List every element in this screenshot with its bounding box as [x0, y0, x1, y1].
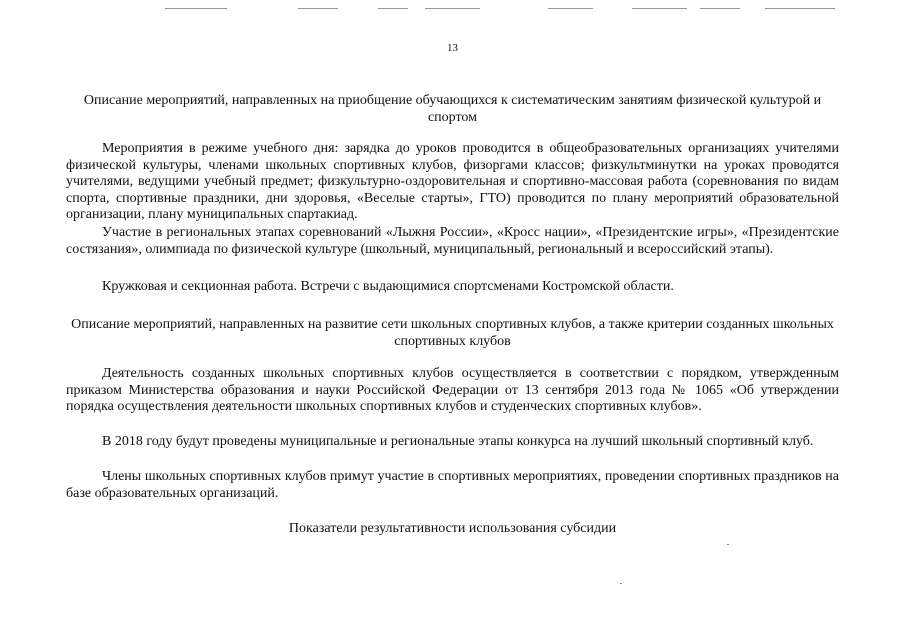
section-1-paragraph: Кружковая и секционная работа. Встречи с выдающимися спортсменами Костромской области.: [102, 279, 674, 294]
section-2-paragraph: Деятельность созданных школьных спортивных клубов осуществляется в соответствии с порядком, утвержденным приказом Министерства образования и науки Российской Федерации от 13 сентября 2013 года № 1065 «Об утверждении порядка осуществления деятельности школьных спортивных клубов и студенческих спортивных клубов».: [66, 366, 839, 415]
page-number: 13: [447, 42, 458, 54]
section-1-heading: Описание мероприятий, направленных на приобщение обучающихся к систематическим занятиям физической культурой и спортом: [83, 93, 822, 125]
scan-artifact-line: [632, 8, 687, 9]
scan-artifact-line: [425, 8, 480, 9]
scan-speck: [620, 583, 622, 584]
scan-artifact-line: [298, 8, 338, 9]
section-2-paragraph: Члены школьных спортивных клубов примут участие в спортивных мероприятиях, проведении спортивных праздников на базе образовательных организаций.: [66, 469, 839, 501]
section-3-heading: Показатели результативности использования субсидии: [288, 521, 617, 536]
section-2-paragraph: В 2018 году будут проведены муниципальные и региональные этапы конкурса на лучший школьный спортивный клуб.: [102, 434, 814, 449]
scan-artifact-line: [165, 8, 227, 9]
scan-artifact-line: [700, 8, 740, 9]
scan-artifact-line: [765, 8, 835, 9]
scan-speck: [727, 544, 729, 545]
scan-artifact-line: [378, 8, 408, 9]
section-1-paragraph: Мероприятия в режиме учебного дня: зарядка до уроков проводится в общеобразовательных организациях учителями физической культуры, членами школьных спортивных клубов, физоргами классов; физкультминутки на уроках проводятся учителями, ведущими учебный предмет; физкультурно-оздоровительная и спортивно-массовая работа (соревнования по видам спорта, спортивные праздники, дни здоровья, «Веселые старты», ГТО) проводится по плану мероприятий образовательной организации, плану муниципальных спартакиад.: [66, 141, 839, 223]
section-1-paragraph: Участие в региональных этапах соревнований «Лыжня России», «Кросс нации», «Президентские игры», «Президентские состязания», олимпиада по физической культуре (школьный, муниципальный, региональный и всероссийский этапы).: [66, 225, 839, 257]
section-2-heading: Описание мероприятий, направленных на развитие сети школьных спортивных клубов, а также критерии созданных школьных спортивных клубов: [71, 317, 834, 349]
scan-artifact-line: [548, 8, 593, 9]
